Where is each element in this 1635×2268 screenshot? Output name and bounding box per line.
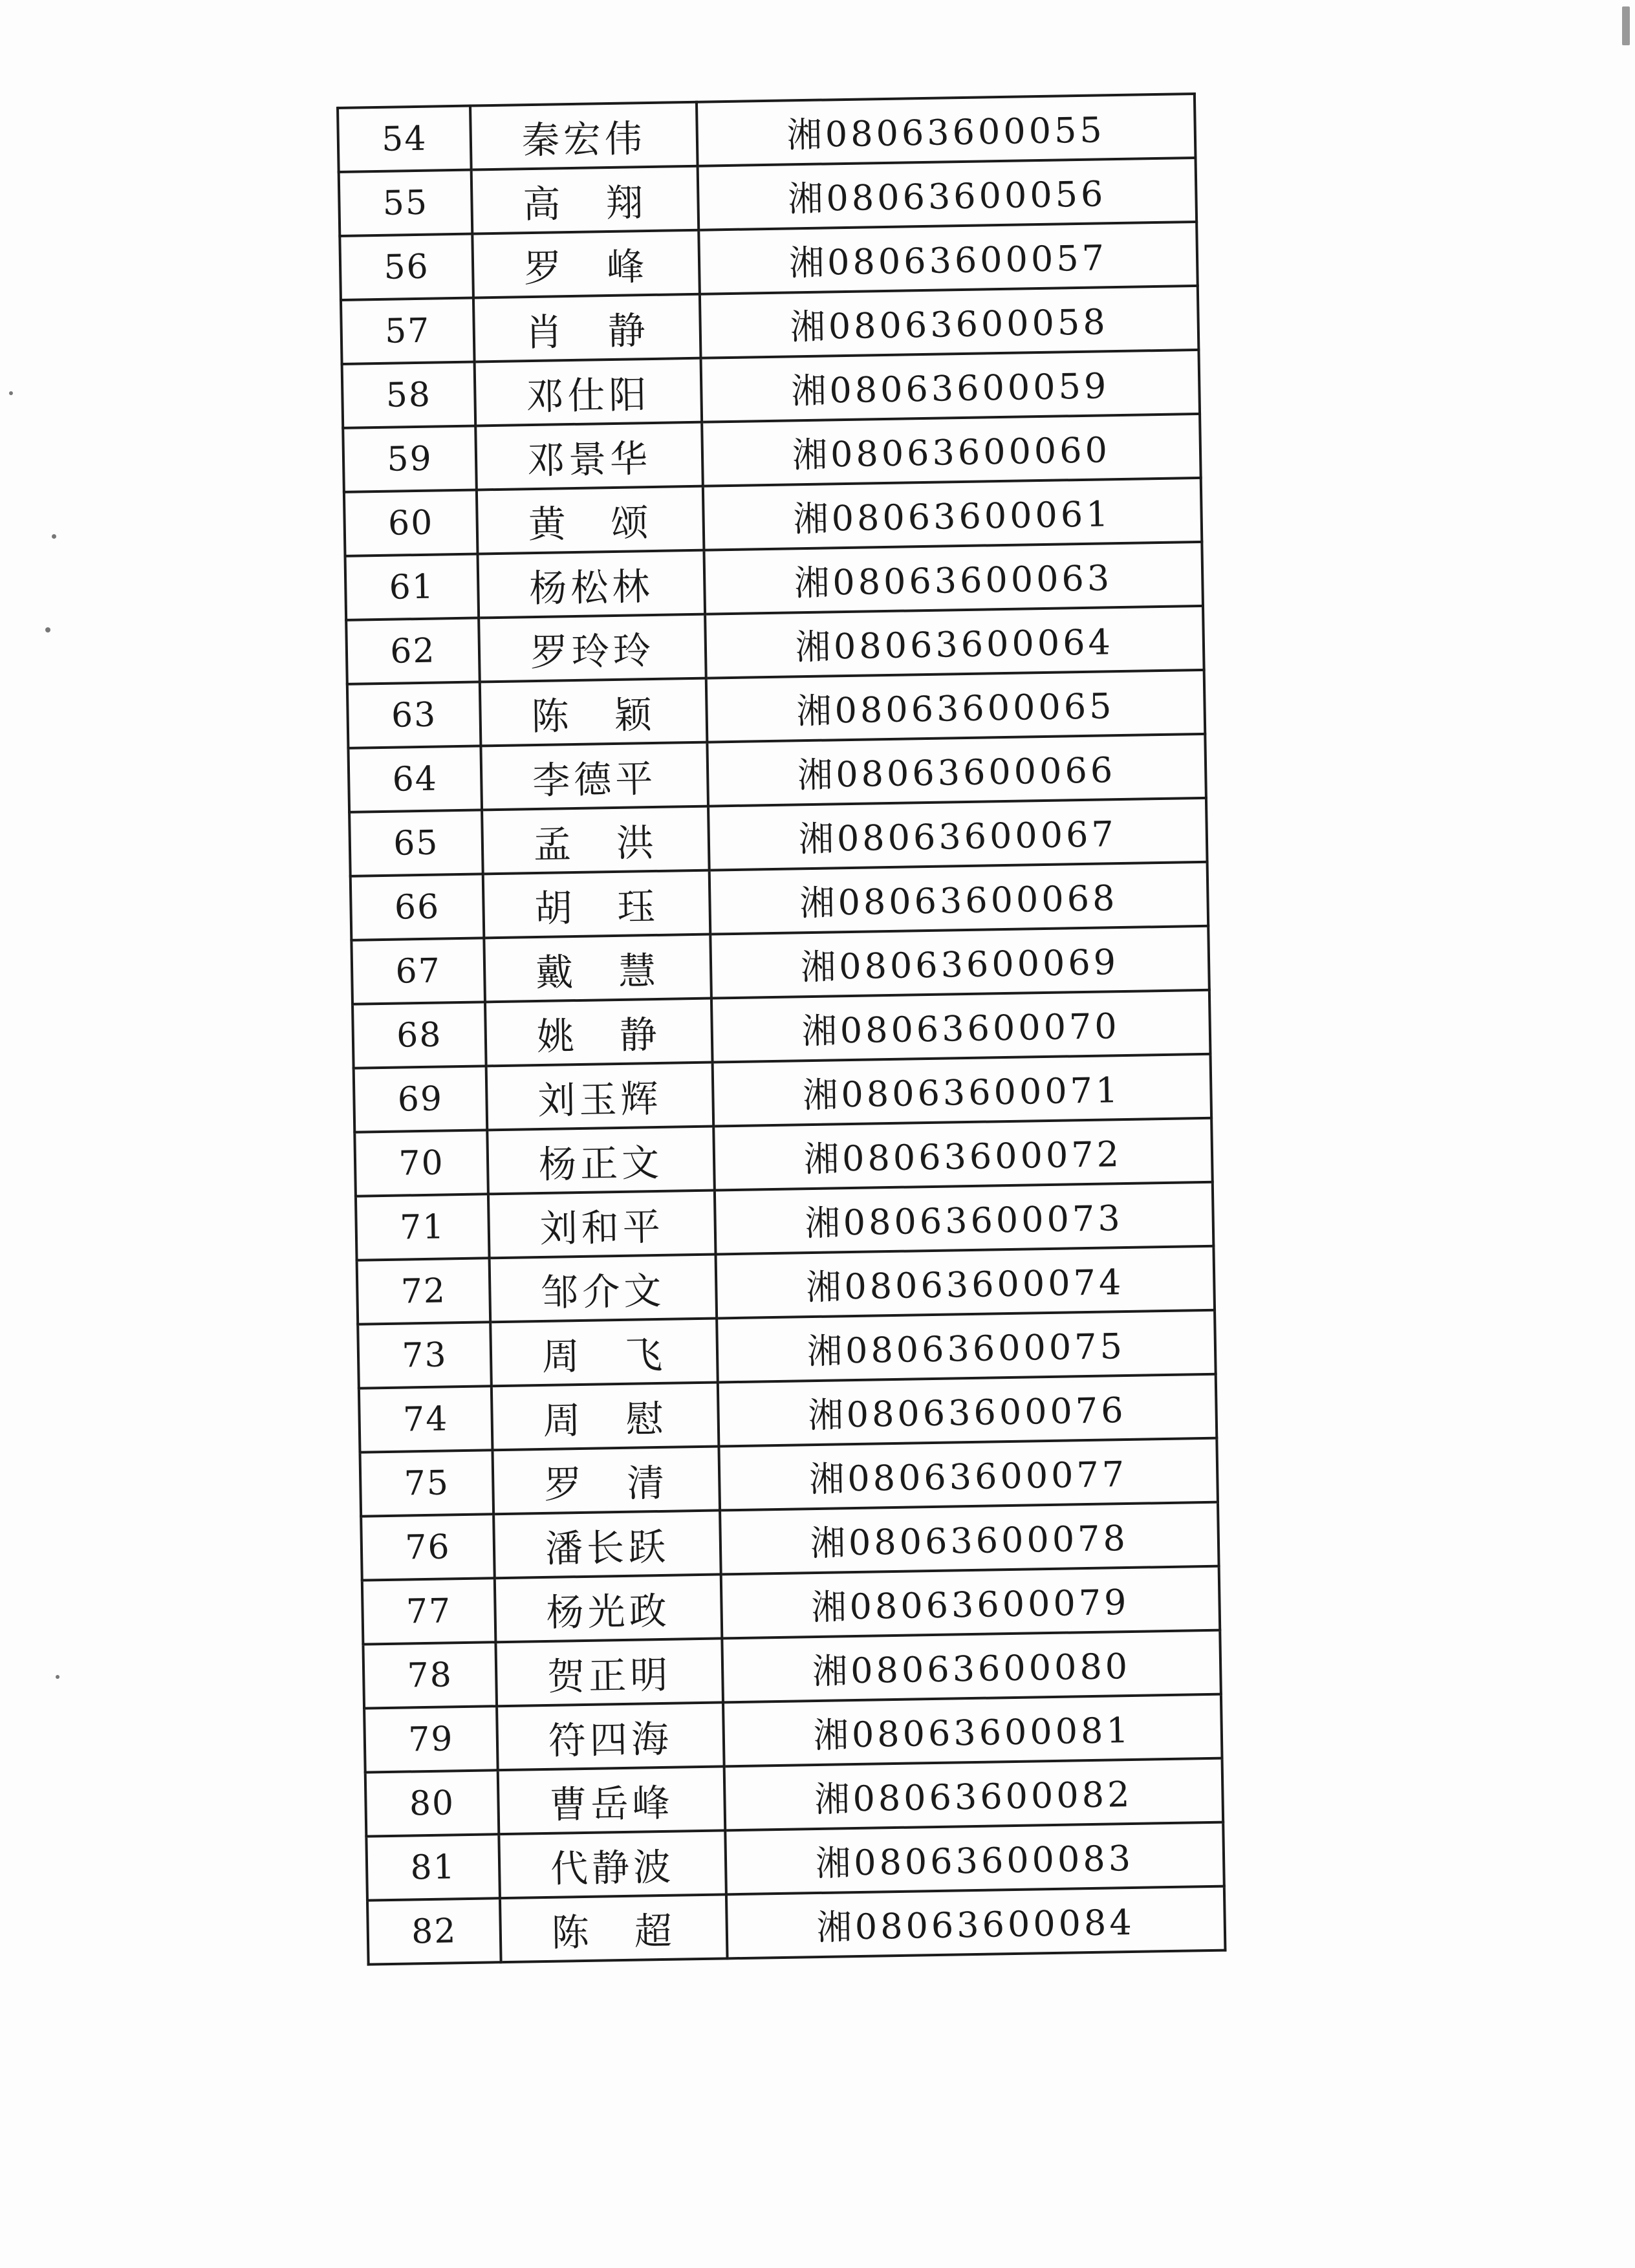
person-name-cell: 邓仕阳	[475, 358, 702, 426]
certificate-number-cell: 湘08063600071	[713, 1054, 1212, 1127]
certificate-number-cell: 湘08063600073	[715, 1182, 1214, 1255]
person-name-cell: 杨松林	[477, 550, 705, 618]
table-row	[367, 1886, 1225, 1965]
certificate-number-cell: 湘08063600068	[709, 862, 1209, 934]
roster-body	[338, 94, 1225, 1965]
person-name-cell: 符四海	[497, 1702, 724, 1770]
row-number-cell: 78	[363, 1642, 497, 1708]
row-number-cell: 68	[352, 1002, 486, 1068]
person-name-cell: 邹介文	[490, 1255, 717, 1323]
row-number-cell: 57	[341, 298, 475, 364]
certificate-number-cell: 湘08063600077	[719, 1438, 1218, 1511]
row-number-cell: 66	[351, 874, 484, 940]
person-name-cell: 邓景华	[475, 422, 703, 490]
person-name-cell: 肖 静	[473, 294, 701, 362]
certificate-number-cell: 湘08063600082	[724, 1758, 1224, 1831]
certificate-number-cell: 湘08063600080	[722, 1630, 1221, 1703]
certificate-number-cell: 湘08063600084	[726, 1886, 1226, 1959]
row-number-cell: 77	[362, 1578, 496, 1644]
person-name-cell: 潘长跃	[493, 1510, 721, 1578]
row-number-cell: 74	[359, 1386, 493, 1452]
person-name-cell: 高 翔	[471, 166, 699, 234]
row-number-cell: 67	[351, 938, 485, 1004]
certificate-number-cell: 湘08063600065	[706, 670, 1206, 742]
row-number-cell: 59	[343, 426, 477, 491]
person-name-cell: 李德平	[481, 742, 708, 810]
person-name-cell: 黄 颂	[477, 486, 704, 554]
person-name-cell: 杨光政	[495, 1574, 722, 1642]
certificate-number-cell: 湘08063600070	[711, 990, 1211, 1063]
certificate-number-cell: 湘08063600064	[705, 606, 1204, 678]
certificate-number-cell: 湘08063600060	[702, 414, 1201, 486]
person-name-cell: 贺正明	[495, 1638, 723, 1706]
row-number-cell: 62	[346, 618, 480, 684]
certificate-number-cell: 湘08063600075	[717, 1310, 1216, 1383]
certificate-number-cell: 湘08063600074	[716, 1246, 1215, 1319]
row-number-cell: 70	[354, 1130, 488, 1196]
person-name-cell: 罗 峰	[472, 230, 700, 298]
certificate-number-cell: 湘08063600083	[725, 1822, 1224, 1895]
person-name-cell: 周 慰	[492, 1382, 719, 1450]
person-name-cell: 代静波	[499, 1830, 726, 1898]
person-name-cell: 秦宏伟	[470, 102, 698, 170]
person-name-cell: 戴 慧	[484, 934, 711, 1002]
certificate-number-cell: 湘08063600055	[697, 94, 1196, 166]
row-number-cell: 72	[357, 1258, 491, 1324]
row-number-cell: 79	[364, 1706, 498, 1772]
row-number-cell: 73	[358, 1322, 492, 1388]
certificate-roster-table	[336, 92, 1226, 1966]
certificate-number-cell: 湘08063600072	[713, 1118, 1213, 1191]
certificate-number-cell: 湘08063600063	[704, 542, 1203, 614]
certificate-number-cell: 湘08063600076	[718, 1374, 1217, 1447]
certificate-number-cell: 湘08063600056	[698, 158, 1197, 230]
certificate-number-cell: 湘08063600066	[707, 734, 1206, 806]
person-name-cell: 刘玉辉	[486, 1063, 714, 1130]
certificate-number-cell: 湘08063600061	[703, 478, 1202, 550]
row-number-cell: 69	[354, 1066, 488, 1132]
scan-speck	[52, 534, 56, 539]
row-number-cell: 76	[361, 1514, 495, 1580]
certificate-number-cell: 湘08063600057	[698, 222, 1198, 294]
person-name-cell: 杨正文	[487, 1127, 715, 1194]
certificate-number-cell: 湘08063600079	[721, 1566, 1220, 1639]
row-number-cell: 54	[338, 106, 471, 172]
row-number-cell: 61	[345, 554, 479, 620]
scan-speck	[56, 1675, 60, 1679]
certificate-number-cell: 湘08063600069	[710, 926, 1209, 999]
person-name-cell: 罗 清	[492, 1446, 720, 1514]
person-name-cell: 刘和平	[488, 1191, 716, 1258]
row-number-cell: 75	[360, 1450, 494, 1516]
person-name-cell: 陈 颖	[480, 678, 708, 746]
row-number-cell: 81	[366, 1834, 500, 1900]
row-number-cell: 82	[367, 1898, 501, 1964]
row-number-cell: 60	[344, 490, 478, 556]
row-number-cell: 65	[349, 810, 483, 876]
certificate-number-cell: 湘08063600078	[720, 1502, 1219, 1575]
row-number-cell: 80	[365, 1770, 499, 1836]
row-number-cell: 63	[347, 682, 481, 748]
row-number-cell: 58	[342, 362, 476, 428]
person-name-cell: 周 飞	[490, 1319, 718, 1387]
person-name-cell: 孟 洪	[482, 806, 709, 874]
scan-speck	[9, 391, 13, 395]
row-number-cell: 56	[340, 234, 473, 300]
certificate-number-cell: 湘08063600081	[723, 1694, 1222, 1767]
row-number-cell: 71	[356, 1194, 490, 1260]
row-number-cell: 64	[348, 746, 482, 812]
certificate-number-cell: 湘08063600058	[700, 286, 1199, 358]
row-number-cell: 55	[339, 170, 473, 236]
scan-speck	[45, 627, 50, 632]
person-name-cell: 胡 珏	[483, 870, 711, 938]
certificate-number-cell: 湘08063600059	[701, 350, 1200, 422]
person-name-cell: 曹岳峰	[498, 1766, 726, 1834]
person-name-cell: 陈 超	[500, 1894, 728, 1962]
scan-speck	[1622, 6, 1630, 45]
person-name-cell: 罗玲玲	[479, 614, 706, 682]
certificate-number-cell: 湘08063600067	[708, 798, 1207, 870]
person-name-cell: 姚 静	[485, 999, 713, 1066]
